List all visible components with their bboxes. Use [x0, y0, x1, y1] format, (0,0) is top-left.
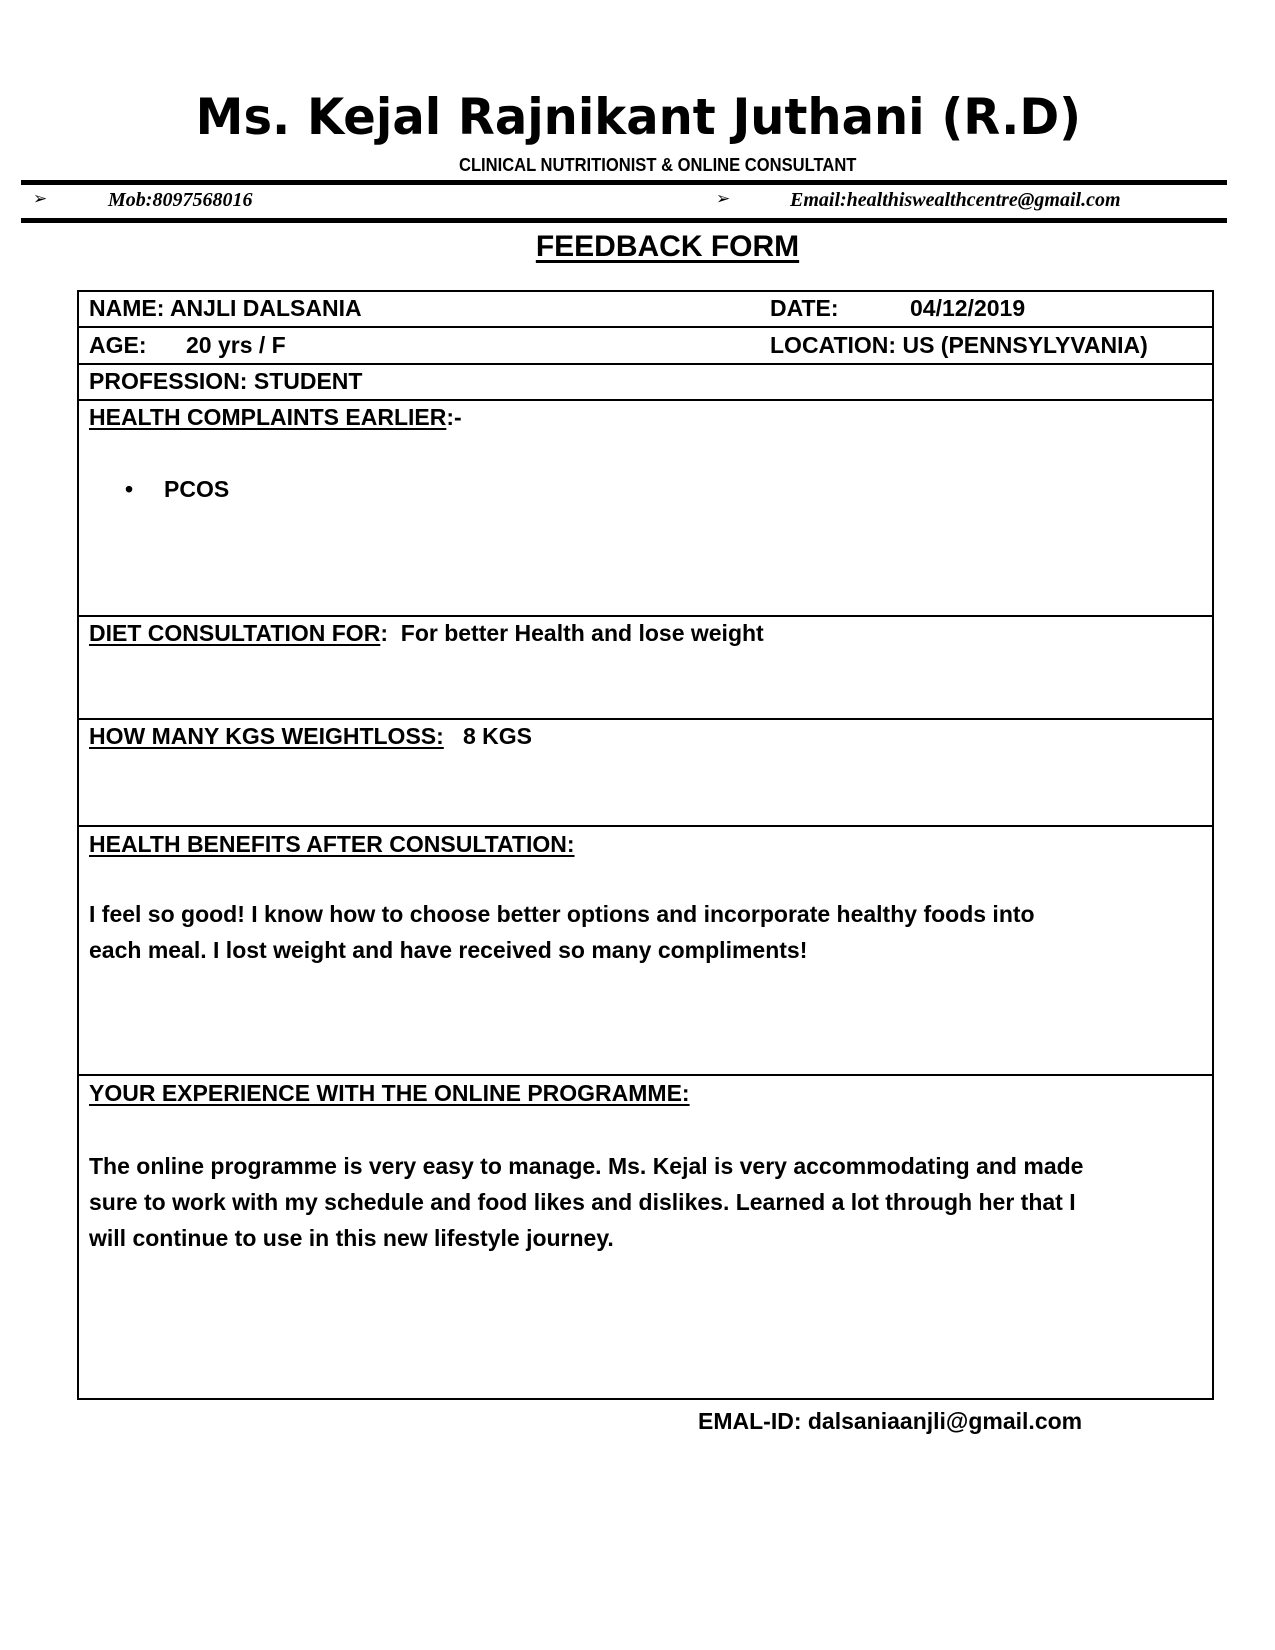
diet-value: For better Health and lose weight: [400, 620, 764, 646]
bullet-icon: •: [125, 476, 134, 502]
row-divider: [77, 615, 1214, 617]
complaint-item: PCOS: [164, 476, 230, 502]
location-value: US (PENNSYLYVANIA): [902, 332, 1148, 358]
profession-value: STUDENT: [253, 368, 363, 394]
form-title-text: FEEDBACK FORM: [535, 230, 800, 263]
experience-text: [89, 1148, 1199, 1256]
arrowhead-bullet-icon: ➢: [33, 189, 48, 209]
header-rule-top: [21, 180, 1227, 185]
diet-label: DIET CONSULTATION FOR: [89, 620, 381, 646]
consultant-name: Ms. Kejal Rajnikant Juthani (R.D): [195, 88, 1082, 146]
arrowhead-bullet-icon: ➢: [716, 189, 731, 209]
date-value: 04/12/2019: [910, 295, 1026, 321]
location-field: [770, 332, 1148, 359]
profession-label: PROFESSION:: [89, 368, 248, 394]
age-label: AGE:: [89, 332, 147, 358]
name-label: NAME:: [89, 295, 165, 321]
weightloss-field: [89, 723, 532, 750]
row-divider: [77, 1074, 1214, 1076]
profession-field: [89, 368, 362, 395]
complaints-suffix: :-: [446, 404, 462, 430]
age-value: 20 yrs / F: [186, 332, 286, 358]
mobile-number: Mob:8097568016: [108, 189, 253, 211]
benefits-label: HEALTH BENEFITS AFTER CONSULTATION:: [89, 831, 575, 857]
row-divider: [77, 326, 1214, 328]
benefits-text: [89, 896, 1199, 968]
header-rule-bottom: [21, 218, 1227, 223]
client-email: EMAL-ID: dalsaniaanjli@gmail.com: [698, 1408, 1083, 1434]
date-label: DATE:: [770, 295, 839, 321]
name-field: [89, 295, 362, 322]
row-divider: [77, 399, 1214, 401]
row-divider: [77, 363, 1214, 365]
row-divider: [77, 825, 1214, 827]
row-divider: [77, 718, 1214, 720]
consultant-subtitle: CLINICAL NUTRITIONIST & ONLINE CONSULTANT: [458, 155, 857, 175]
weightloss-value: 8 KGS: [462, 723, 532, 749]
form-title: [0, 230, 1275, 264]
experience-line: will continue to use in this new lifestyle journey.: [89, 1225, 614, 1251]
benefits-heading: [89, 831, 575, 858]
name-value: ANJLI DALSANIA: [169, 295, 362, 321]
experience-heading: [89, 1080, 690, 1107]
weightloss-label: HOW MANY KGS WEIGHTLOSS:: [89, 723, 444, 749]
complaints-label: HEALTH COMPLAINTS EARLIER: [89, 404, 447, 430]
benefits-line: each meal. I lost weight and have received so many compliments!: [89, 937, 808, 963]
diet-suffix: :: [380, 620, 388, 646]
location-label: LOCATION:: [770, 332, 897, 358]
benefits-line: I feel so good! I know how to choose better options and incorporate healthy foods into: [89, 901, 1035, 927]
experience-label: YOUR EXPERIENCE WITH THE ONLINE PROGRAMME:: [89, 1080, 690, 1106]
experience-line: sure to work with my schedule and food likes and dislikes. Learned a lot through her that I: [89, 1189, 1076, 1215]
complaints-heading: [89, 404, 462, 431]
consultant-email-link[interactable]: Email:healthiswealthcentre@gmail.com: [790, 189, 1121, 211]
experience-line: The online programme is very easy to manage. Ms. Kejal is very accommodating and made: [89, 1153, 1084, 1179]
diet-field: [89, 620, 764, 647]
